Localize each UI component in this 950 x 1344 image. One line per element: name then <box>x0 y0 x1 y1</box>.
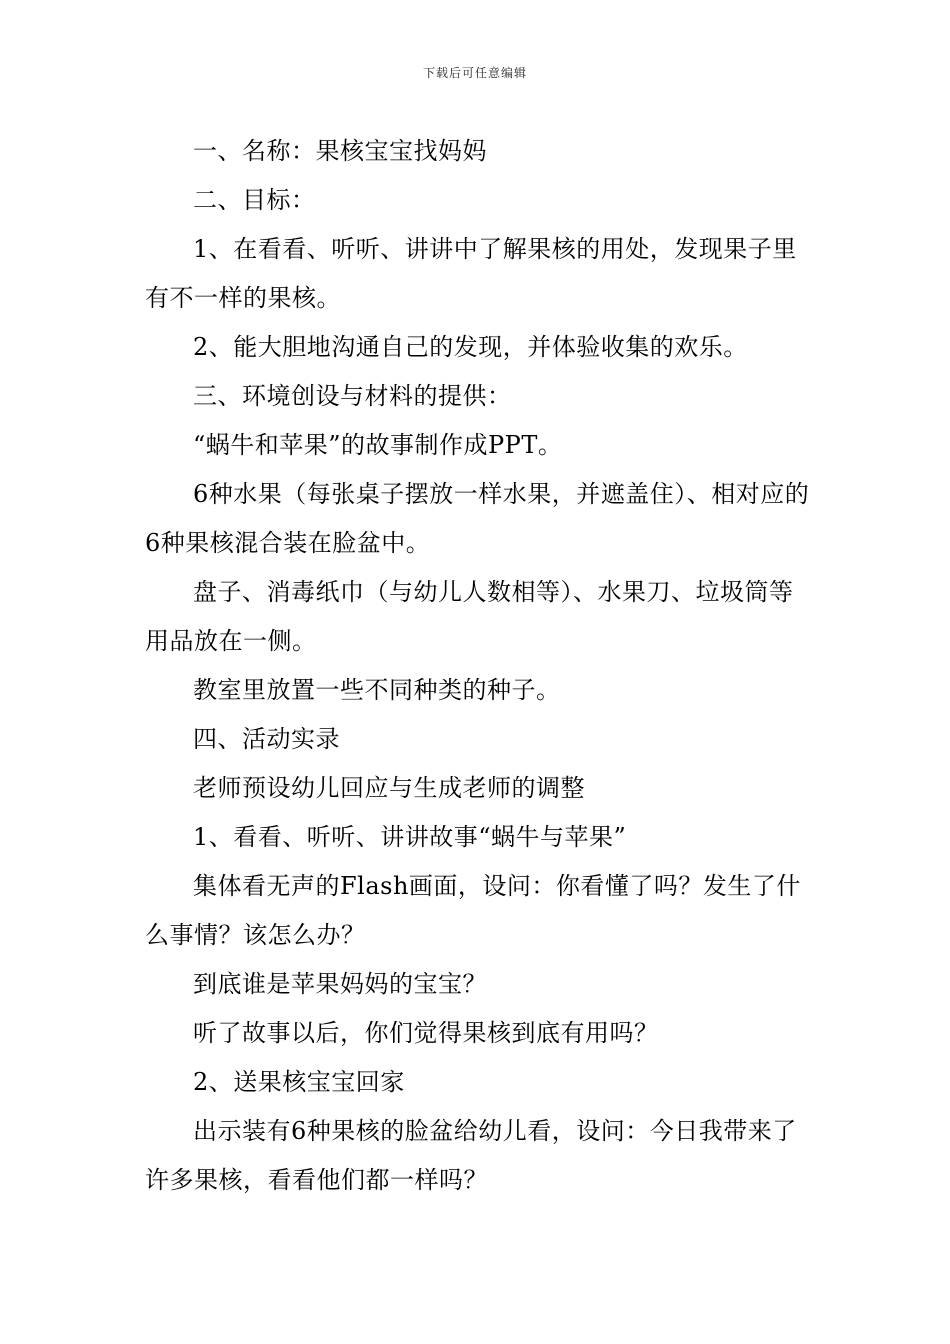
document-body <box>145 127 810 1205</box>
material-fruits: 6种水果（每张桌子摆放一样水果，并遮盖住）、相对应的6种果核混合装在脸盆中。 <box>145 480 810 557</box>
section-title-name: 一、名称：果核宝宝找妈妈 <box>193 137 487 165</box>
material-ppt: “蜗牛和苹果”的故事制作成PPT。 <box>193 431 563 459</box>
goal-item-2: 2、能大胆地沟通自己的发现，并体验收集的欢乐。 <box>193 333 748 361</box>
activity-step-1-question: 集体看无声的Flash画面，设问：你看懂了吗？发生了什么事情？该怎么办？ <box>145 872 801 949</box>
material-seeds: 教室里放置一些不同种类的种子。 <box>193 676 561 704</box>
activity-columns-note: 老师预设幼儿回应与生成老师的调整 <box>193 774 585 802</box>
section-title-goals: 二、目标： <box>193 186 316 214</box>
section-title-environment: 三、环境创设与材料的提供： <box>193 382 512 410</box>
activity-step-1: 1、看看、听听、讲讲故事“蜗牛与苹果” <box>193 823 627 851</box>
page-header: 下载后可任意编辑 <box>422 66 527 80</box>
activity-step-1-followup: 到底谁是苹果妈妈的宝宝？ <box>193 970 487 998</box>
activity-step-1-reflection: 听了故事以后，你们觉得果核到底有用吗？ <box>193 1019 659 1047</box>
material-supplies: 盘子、消毒纸巾（与幼儿人数相等）、水果刀、垃圾筒等用品放在一侧。 <box>145 578 794 655</box>
activity-step-2: 2、送果核宝宝回家 <box>193 1068 405 1096</box>
goal-item-1: 1、在看看、听听、讲讲中了解果核的用处，发现果子里有不一样的果核。 <box>145 235 797 312</box>
section-title-activity: 四、活动实录 <box>193 725 340 753</box>
activity-step-2-question: 出示装有6种果核的脸盆给幼儿看，设问：今日我带来了许多果核，看看他们都一样吗？ <box>145 1117 797 1194</box>
